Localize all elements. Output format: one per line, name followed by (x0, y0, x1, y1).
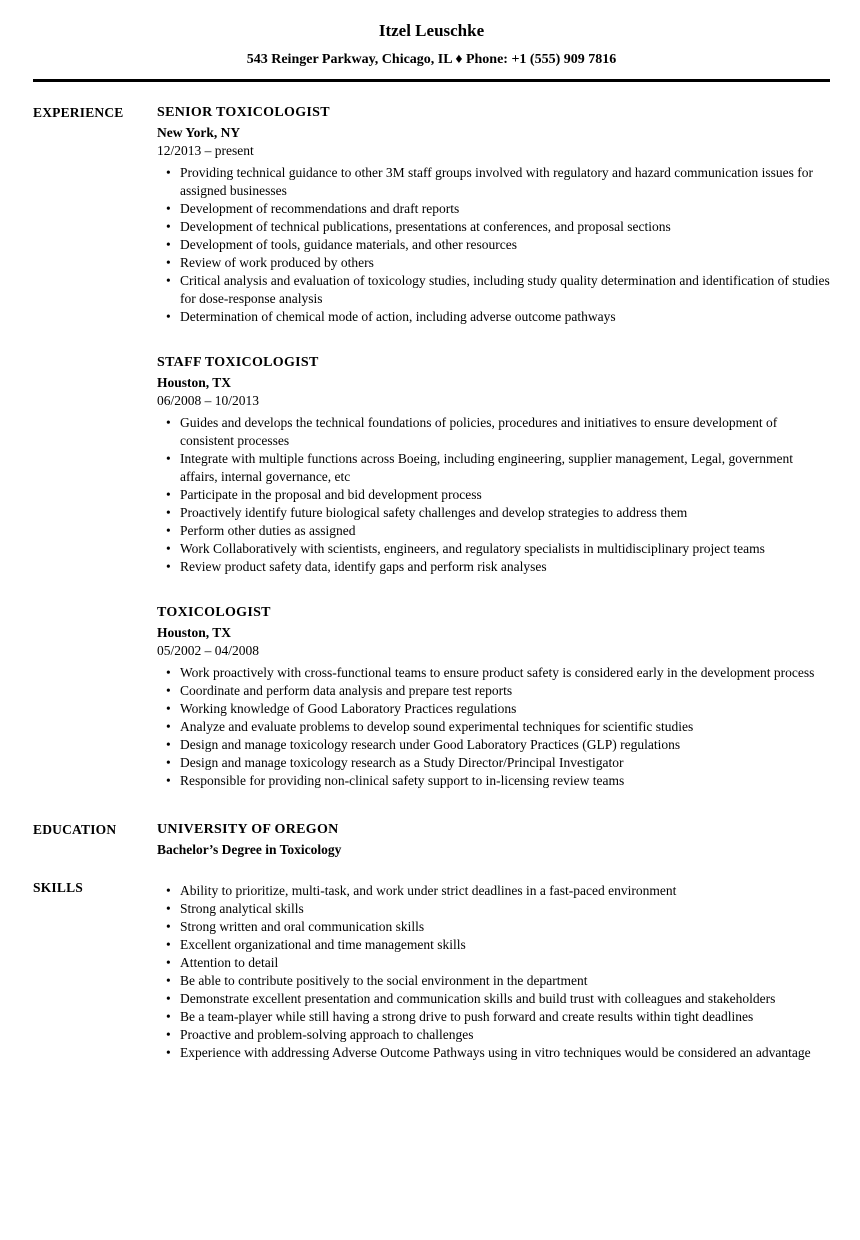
skill-bullet: • Demonstrate excellent presentation and communication skills and build trust with colleagues and stakeholders (157, 990, 830, 1008)
job-bullet: • Development of technical publications, presentations at conferences, and proposal sections (157, 218, 830, 236)
skills-section-label: SKILLS (33, 880, 83, 895)
job-bullet: • Providing technical guidance to other 3M staff groups involved with regulatory and hazard communication issues for assigned businesses (157, 164, 830, 200)
job-dates: 05/2002 – 04/2008 (157, 643, 260, 658)
skill-bullet: • Excellent organizational and time management skills (157, 936, 830, 954)
job-dates: 06/2008 – 10/2013 (157, 393, 260, 408)
skill-bullet: • Experience with addressing Adverse Outcome Pathways using in vitro techniques would be considered an advantage (157, 1044, 830, 1062)
job-bullet: • Design and manage toxicology research as a Study Director/Principal Investigator (157, 754, 830, 772)
job-bullet: • Determination of chemical mode of action, including adverse outcome pathways (157, 308, 830, 326)
job-entry (157, 353, 830, 576)
job-bullet: • Participate in the proposal and bid development process (157, 486, 830, 504)
job-bullet: • Development of recommendations and draft reports (157, 200, 830, 218)
resume-header (33, 20, 830, 69)
candidate-name: Itzel Leuschke (378, 21, 485, 40)
job-bullet: • Analyze and evaluate problems to develop sound experimental techniques for scientific studies (157, 718, 830, 736)
skills-list (157, 882, 830, 1062)
job-title: TOXICOLOGIST (157, 605, 271, 620)
job-bullet: • Design and manage toxicology research under Good Laboratory Practices (GLP) regulations (157, 736, 830, 754)
header-divider (33, 79, 830, 82)
job-bullet: • Integrate with multiple functions across Boeing, including engineering, supplier management, Legal, government affairs, internal governance, etc (157, 450, 830, 486)
school-name: UNIVERSITY OF OREGON (157, 822, 339, 837)
job-bullet: • Work Collaboratively with scientists, engineers, and regulatory specialists in multidisciplinary project teams (157, 540, 830, 558)
job-bullet: • Guides and develops the technical foundations of policies, procedures and initiatives to ensure development of consistent processes (157, 414, 830, 450)
job-bullet: • Coordinate and perform data analysis and prepare test reports (157, 682, 830, 700)
skill-bullet: • Be able to contribute positively to the social environment in the department (157, 972, 830, 990)
skill-bullet: • Proactive and problem-solving approach to challenges (157, 1026, 830, 1044)
degree: Bachelor’s Degree in Toxicology (157, 842, 342, 857)
job-bullet: • Development of tools, guidance materials, and other resources (157, 236, 830, 254)
skill-bullet: • Strong analytical skills (157, 900, 830, 918)
job-bullet: • Critical analysis and evaluation of toxicology studies, including study quality determination and identification of studies for dose-response analysis (157, 272, 830, 308)
skills-section (33, 878, 830, 1062)
job-entry (157, 603, 830, 790)
job-location: Houston, TX (157, 375, 232, 390)
skills-content (157, 878, 830, 1062)
job-bullet: • Work proactively with cross-functional teams to ensure product safety is considered early in the development process (157, 664, 830, 682)
job-bullet: • Review of work produced by others (157, 254, 830, 272)
job-title: STAFF TOXICOLOGIST (157, 355, 319, 370)
resume-body (33, 103, 830, 1062)
job-bullet: • Working knowledge of Good Laboratory Practices regulations (157, 700, 830, 718)
job-bullet-list (157, 664, 830, 790)
job-bullet-list (157, 164, 830, 326)
experience-section-label: EXPERIENCE (33, 105, 124, 120)
job-location: Houston, TX (157, 625, 232, 640)
job-entry (157, 103, 830, 326)
contact-line: 543 Reinger Parkway, Chicago, IL ♦ Phone: +1 (555) 909 7816 (246, 52, 617, 67)
skill-bullet: • Ability to prioritize, multi-task, and work under strict deadlines in a fast-paced environment (157, 882, 830, 900)
education-section-label: EDUCATION (33, 822, 117, 837)
job-bullet: • Perform other duties as assigned (157, 522, 830, 540)
education-section (33, 820, 830, 860)
job-bullet: • Responsible for providing non-clinical safety support to in-licensing review teams (157, 772, 830, 790)
job-bullet: • Proactively identify future biological safety challenges and develop strategies to address them (157, 504, 830, 522)
job-bullet: • Review product safety data, identify gaps and perform risk analyses (157, 558, 830, 576)
experience-section (33, 103, 830, 790)
job-title: SENIOR TOXICOLOGIST (157, 105, 330, 120)
job-location: New York, NY (157, 125, 241, 140)
skill-bullet: • Attention to detail (157, 954, 830, 972)
skill-bullet: • Be a team-player while still having a strong drive to push forward and create results within tight deadlines (157, 1008, 830, 1026)
job-dates: 12/2013 – present (157, 143, 254, 158)
education-content (157, 820, 830, 860)
skill-bullet: • Strong written and oral communication skills (157, 918, 830, 936)
experience-jobs (157, 103, 830, 790)
job-bullet-list (157, 414, 830, 576)
